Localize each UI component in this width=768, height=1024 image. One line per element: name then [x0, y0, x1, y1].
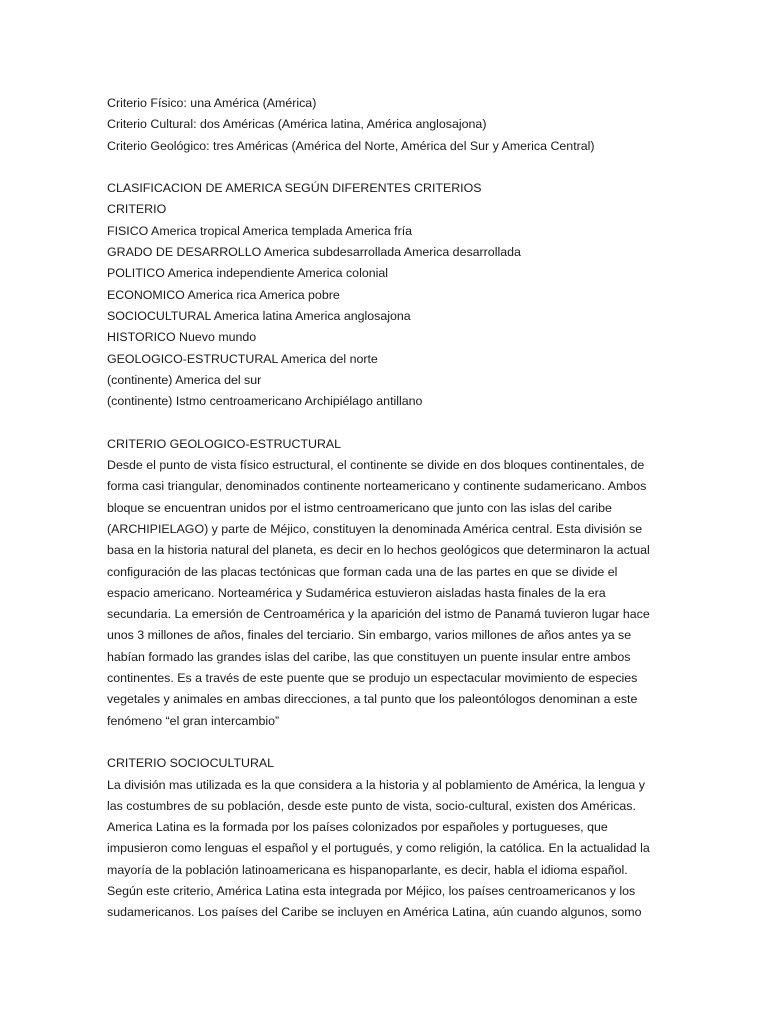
- classification-line: GEOLOGICO-ESTRUCTURAL America del norte: [107, 351, 378, 366]
- paragraph-line: impusieron como lenguas el español y el portugués, y como religión, la católica. En la actualidad la: [107, 841, 650, 856]
- intro-line-cultural: Criterio Cultural: dos Américas (América latina, América anglosajona): [107, 117, 487, 132]
- classification-line: ECONOMICO America rica America pobre: [107, 287, 340, 302]
- paragraph-line: bloque se encuentran unidos por el istmo centroamericano que junto con las islas del caribe: [107, 500, 612, 515]
- paragraph-line: Desde el punto de vista físico estructural, el continente se divide en dos bloques continentales, de: [107, 458, 645, 473]
- paragraph-line: (ARCHIPIELAGO) y parte de Méjico, constituyen la denominada América central. Esta división se: [107, 521, 643, 536]
- paragraph-line: America Latina es la formada por los países colonizados por españoles y portugueses, que: [107, 820, 608, 835]
- classification-line: GRADO DE DESARROLLO America subdesarrollada America desarrollada: [107, 245, 521, 260]
- paragraph-line: configuración de las placas tectónicas que forman cada una de las partes en que se divide el: [107, 564, 618, 579]
- classification-line: HISTORICO Nuevo mundo: [107, 330, 257, 345]
- paragraph-line: La división mas utilizada es la que considera a la historia y al poblamiento de América, la lengua y: [107, 777, 645, 792]
- paragraph-gap: [107, 732, 663, 753]
- paragraph-line: forma casi triangular, denominados continente norteamericano y continente sudamericano. Ambos: [107, 479, 647, 494]
- paragraph-line: vegetales y animales en ambas direcciones, a tal punto que los paleontólogos denominan a este: [107, 692, 638, 707]
- classification-line: SOCIOCULTURAL America latina America anglosajona: [107, 308, 411, 323]
- classification-line: FISICO America tropical America templada America fría: [107, 223, 413, 238]
- section-heading: CRITERIO SOCIOCULTURAL: [107, 756, 275, 771]
- paragraph-line: fenómeno “el gran intercambio”: [107, 713, 280, 728]
- paragraph-line: secundaria. La emersión de Centroamérica y la aparición del istmo de Panamá tuvieron lugar hace: [107, 607, 650, 622]
- classification-line: (continente) Istmo centroamericano Archipiélago antillano: [107, 394, 423, 409]
- geologico-section: [107, 434, 663, 732]
- paragraph-gap: [107, 157, 663, 178]
- classification-line: CRITERIO: [107, 202, 167, 217]
- paragraph-gap: [107, 412, 663, 433]
- paragraph-line: unos 3 millones de años, finales del terciario. Sin embargo, varios millones de años antes ya se: [107, 628, 632, 643]
- classification-title: CLASIFICACION DE AMERICA SEGÚN DIFERENTES CRITERIOS: [107, 181, 482, 196]
- paragraph-line: mayoría de la población latinoamericana es hispanoparlante, es decir, habla el idioma español.: [107, 862, 628, 877]
- paragraph-line: basa en la historia natural del planeta, es decir en lo hechos geológicos que determinaron la actual: [107, 543, 650, 558]
- paragraph-line: sudamericanos. Los países del Caribe se incluyen en América Latina, aún cuando algunos, somo: [107, 905, 642, 920]
- classification-line: (continente) America del sur: [107, 372, 262, 387]
- classification-section: [107, 178, 663, 412]
- paragraph-line: Según este criterio, América Latina esta integrada por Méjico, los países centroamericanos y los: [107, 883, 636, 898]
- intro-line-fisico: Criterio Físico: una América (América): [107, 96, 317, 110]
- paragraph-line: habían formado las grandes islas del caribe, las que constituyen un puente insular entre ambos: [107, 649, 631, 664]
- document-page: [107, 93, 663, 924]
- intro-section: [107, 93, 663, 157]
- intro-line-geologico: Criterio Geológico: tres Américas (América del Norte, América del Sur y America Central): [107, 138, 595, 153]
- classification-line: POLITICO America independiente America colonial: [107, 266, 388, 281]
- paragraph-line: las costumbres de su población, desde este punto de vista, socio-cultural, existen dos Américas.: [107, 798, 636, 813]
- sociocultural-section: [107, 753, 663, 923]
- section-heading: CRITERIO GEOLOGICO-ESTRUCTURAL: [107, 436, 342, 451]
- paragraph-line: espacio americano. Norteamérica y Sudamérica estuvieron aisladas hasta finales de la era: [107, 585, 606, 600]
- paragraph-line: continentes. Es a través de este puente que se produjo un espectacular movimiento de especies: [107, 671, 638, 686]
